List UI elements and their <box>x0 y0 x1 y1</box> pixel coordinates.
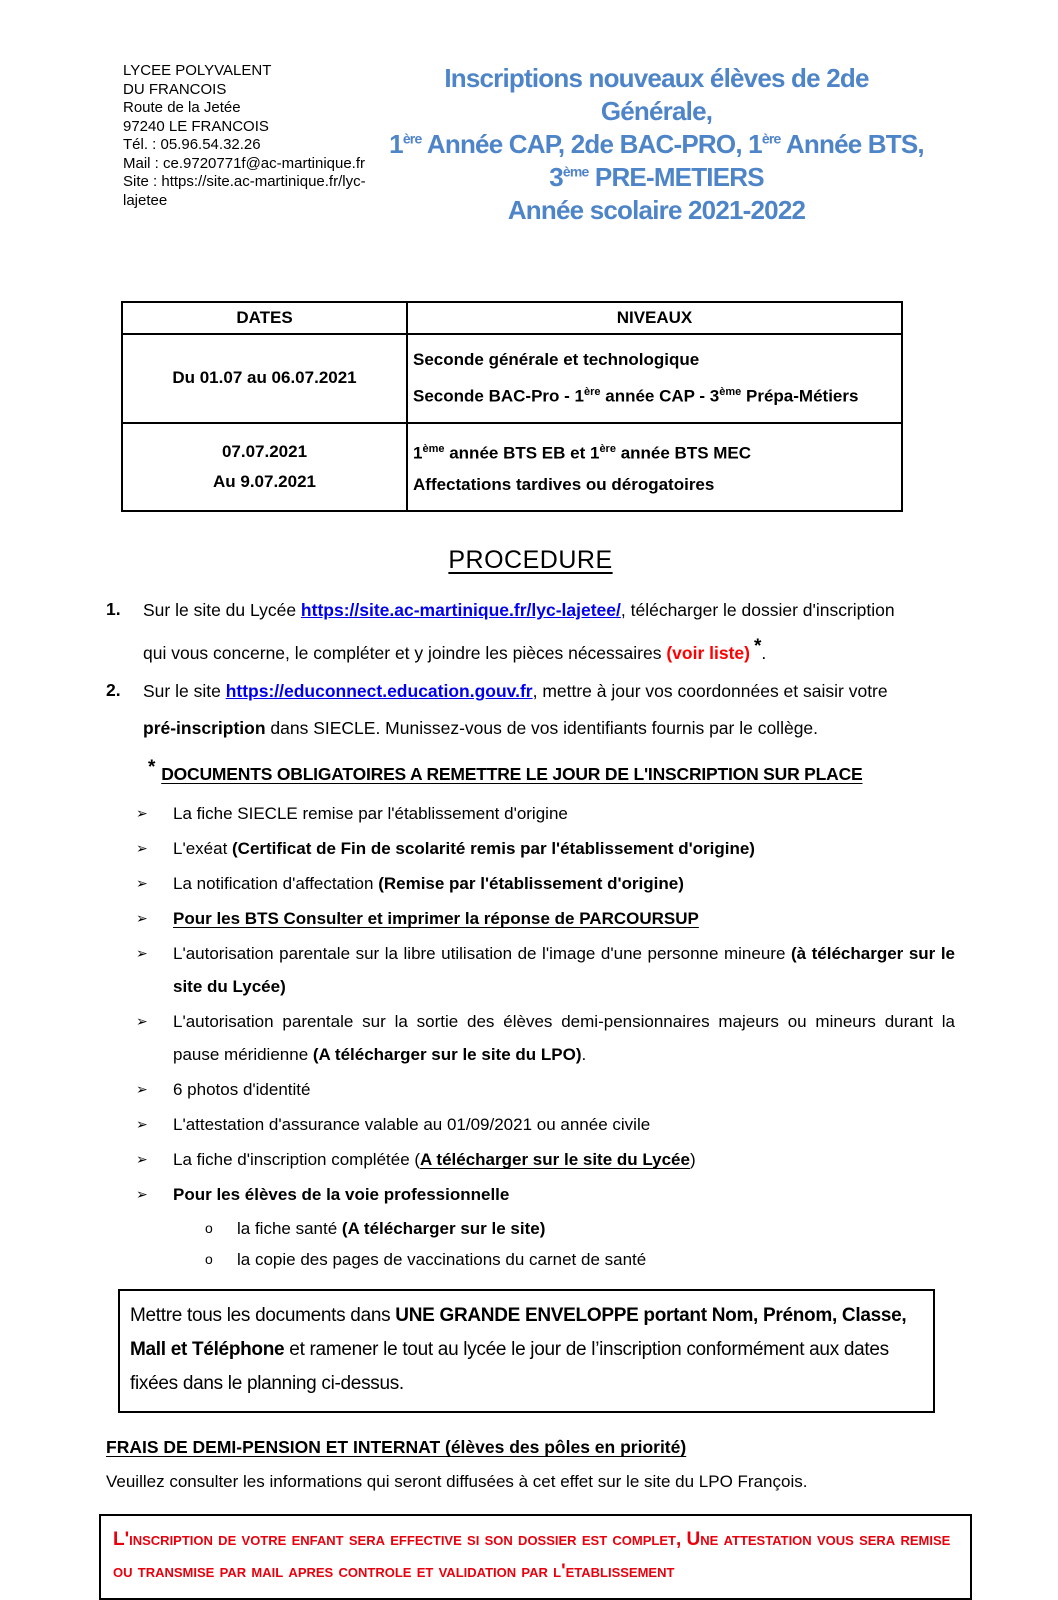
school-name-line2: DU FRANCOIS <box>123 80 227 98</box>
procedure-step-2: 2. Sur le site https://educonnect.education.gouv.fr, mettre à jour vos coordonnées et saisir votre pré-inscription dans SIECLE. Munissez-vous de vos identifiants fournis par le collège. <box>106 680 888 739</box>
list-item: ➢ La fiche SIECLE remise par l'établissement d'origine <box>106 797 955 830</box>
school-site: Site : https://site.ac-martinique.fr/lyc-lajetee <box>123 173 366 209</box>
school-city: 97240 LE FRANCOIS <box>123 117 269 135</box>
list-item: o la fiche santé (A télécharger sur le site) <box>205 1213 955 1244</box>
arrow-bullet-icon: ➢ <box>136 875 148 892</box>
list-item: ➢ La fiche d'inscription complétée (A télécharger sur le site du Lycée) <box>106 1143 955 1176</box>
lycee-site-link[interactable]: https://site.ac-martinique.fr/lyc-lajetee/ <box>300 600 621 621</box>
list-item: ➢ 6 photos d'identité <box>106 1073 955 1106</box>
dates-niveaux-table <box>121 301 903 512</box>
circle-bullet-icon: o <box>205 1220 213 1237</box>
school-mail: Mail : ce.9720771f@ac-martinique.fr <box>123 154 366 172</box>
documents-list <box>106 797 955 1275</box>
arrow-bullet-icon: ➢ <box>136 805 148 822</box>
asterisk-marker: * <box>148 757 156 779</box>
procedure-heading: PROCEDURE <box>448 546 613 575</box>
frais-body-text: Veuillez consulter les informations qui seront diffusées à cet effet sur le site du LPO François. <box>106 1472 808 1492</box>
document-title <box>386 62 927 227</box>
arrow-bullet-icon: ➢ <box>136 1151 148 1168</box>
column-header-dates: DATES <box>122 302 407 334</box>
list-item: ➢ L'attestation d'assurance valable au 01/09/2021 ou année civile <box>106 1108 955 1141</box>
table-header-row <box>122 302 902 334</box>
school-name-line1: LYCEE POLYVALENT <box>123 62 272 79</box>
title-line-4: Année scolaire 2021-2022 <box>507 195 806 225</box>
list-item: ➢ L'autorisation parentale sur la libre utilisation de l'image d'une personne mineure (à télécharger sur le site du Lycée) <box>106 937 955 1003</box>
title-line-2: 1ère Année CAP, 2de BAC-PRO, 1ère Année BTS, <box>389 129 924 159</box>
school-street: Route de la Jetée <box>123 99 241 116</box>
document-header <box>106 62 955 227</box>
documents-heading: * DOCUMENTS OBLIGATOIRES A REMETTRE LE JOUR DE L'INSCRIPTION SUR PLACE <box>148 757 863 785</box>
circle-bullet-icon: o <box>205 1251 213 1268</box>
dates-cell-row1: Du 01.07 au 06.07.2021 <box>122 334 407 423</box>
title-line-1: Inscriptions nouveaux élèves de 2de Générale, <box>444 63 869 126</box>
arrow-bullet-icon: ➢ <box>136 1081 148 1098</box>
list-item: ➢ La notification d'affectation (Remise par l'établissement d'origine) <box>106 867 955 900</box>
inscription-alert-box <box>99 1514 972 1600</box>
list-item: o la copie des pages de vaccinations du carnet de santé <box>205 1244 955 1275</box>
voir-liste-note: (voir liste) <box>666 643 750 664</box>
list-item: ➢ Pour les BTS Consulter et imprimer la réponse de PARCOURSUP <box>106 902 955 935</box>
step-number: 2. <box>106 680 121 701</box>
voie-professionnelle-sublist <box>205 1213 955 1275</box>
table-row <box>122 334 902 423</box>
educonnect-link[interactable]: https://educonnect.education.gouv.fr <box>225 681 533 702</box>
list-item: ➢ L'exéat (Certificat de Fin de scolarité remis par l'établissement d'origine) <box>106 832 955 865</box>
arrow-bullet-icon: ➢ <box>136 1116 148 1133</box>
column-header-niveaux: NIVEAUX <box>407 302 902 334</box>
arrow-bullet-icon: ➢ <box>136 1013 148 1030</box>
envelope-note-box: Mettre tous les documents dans UNE GRANDE ENVELOPPE portant Nom, Prénom, Classe, Mall et Téléphone et ramener le tout au lycée le jour de l’inscription conformément aux dates fixées dans le planning ci-dessus. <box>118 1289 935 1413</box>
title-line-3: 3ème PRE-METIERS <box>549 162 764 192</box>
procedure-step-1: 1. Sur le site du Lycée https://site.ac-martinique.fr/lyc-lajetee/, télécharger le dossier d'inscription qui vous concerne, le compléter et y joindre les pièces nécessaires (voir liste) *. <box>106 599 895 664</box>
arrow-bullet-icon: ➢ <box>136 945 148 962</box>
frais-heading: FRAIS DE DEMI-PENSION ET INTERNAT (élèves des pôles en priorité) <box>106 1437 687 1458</box>
niveaux-cell-row1: Seconde générale et technologique Seconde BAC-Pro - 1ère année CAP - 3ème Prépa-Métiers <box>407 334 902 423</box>
arrow-bullet-icon: ➢ <box>136 1186 148 1203</box>
dates-cell-row2: 07.07.2021 Au 9.07.2021 <box>122 423 407 512</box>
arrow-bullet-icon: ➢ <box>136 840 148 857</box>
asterisk-marker: * <box>753 636 762 658</box>
step-number: 1. <box>106 599 121 620</box>
alert-text: L'inscription de votre enfant sera effective si son dossier est complet, Une attestation vous sera remise ou transmise par mail apres controle et validation par l'etablissement <box>113 1529 951 1583</box>
list-item: ➢ L'autorisation parentale sur la sortie des élèves demi-pensionnaires majeurs ou mineurs durant la pause méridienne (A télécharger sur le site du LPO). <box>106 1005 955 1071</box>
school-phone: Tél. : 05.96.54.32.26 <box>123 136 261 153</box>
school-address-block <box>106 62 386 210</box>
table-row <box>122 423 902 512</box>
niveaux-cell-row2: 1ème année BTS EB et 1ère année BTS MEC Affectations tardives ou dérogatoires <box>407 423 902 512</box>
list-item: ➢ Pour les élèves de la voie professionnelle <box>106 1178 955 1211</box>
arrow-bullet-icon: ➢ <box>136 910 148 927</box>
